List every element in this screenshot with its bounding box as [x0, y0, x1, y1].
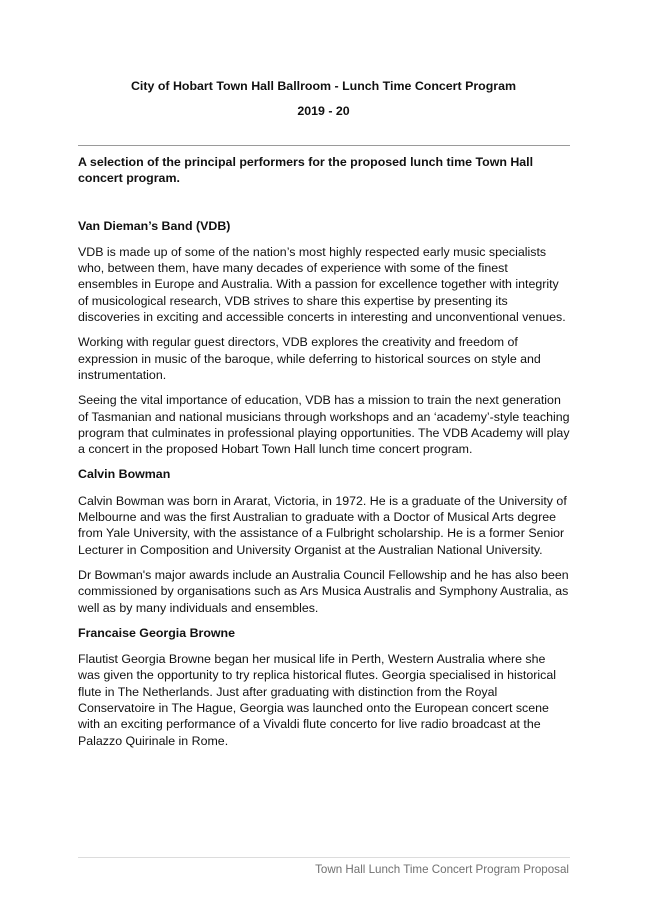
section-heading-bowman: Calvin Bowman [78, 467, 171, 482]
document-title: City of Hobart Town Hall Ballroom - Lunch Time Concert Program [130, 79, 517, 93]
footer-divider [78, 857, 570, 858]
intro-statement: A selection of the principal performers for the proposed lunch time Town Hall concert program. [78, 155, 534, 186]
document-body [78, 154, 570, 758]
section-heading-vdb: Van Dieman’s Band (VDB) [78, 218, 231, 233]
paragraph-vdb-1: VDB is made up of some of the nation’s most highly respected early music specialists who, between them, have many decades of experience with some of the finest ensembles in Europe and Australia. With a passion for excellence together with integrity of musicological research, VDB strives to share this expertise by presenting its discoveries in exciting and accessible concerts in interesting and unconventional venues. [78, 244, 566, 325]
paragraph-vdb-3: Seeing the vital importance of education, VDB has a mission to train the next generation of Tasmanian and national musicians through workshops and an ‘academy’-style teaching program that culminates in professional playing opportunities. The VDB Academy will play a concert in the proposed Hobart Town Hall lunch time concert program. [78, 393, 570, 457]
document-year: 2019 - 20 [297, 104, 350, 118]
section-bowman [78, 466, 570, 615]
section-heading-browne: Francaise Georgia Browne [78, 625, 236, 640]
header-divider [78, 145, 570, 146]
paragraph-browne-1: Flautist Georgia Browne began her musical life in Perth, Western Australia where she was given the opportunity to try replica historical flutes. Georgia specialised in historical flute in The Netherlands. Just after graduating with distinction from the Royal Conservatoire in The Hague, Georgia was launched onto the European concert scene with an exciting performance of a Vivaldi flute concerto for live radio broadcast at the Palazzo Quirinale in Rome. [78, 652, 556, 748]
paragraph-bowman-1: Calvin Bowman was born in Ararat, Victoria, in 1972. He is a graduate of the University of Melbourne and was the first Australian to graduate with a Doctor of Musical Arts degree from Yale University, with the assistance of a Fulbright scholarship. He is a former Senior Lecturer in Composition and University Organist at the Australian National University. [78, 493, 567, 557]
paragraph-bowman-2: Dr Bowman's major awards include an Australia Council Fellowship and he has also been commissioned by organisations such as Ars Musica Australis and Symphony Australia, as well as by many individuals and ensembles. [78, 567, 569, 615]
section-browne [78, 625, 570, 749]
section-vdb [78, 218, 570, 458]
paragraph-vdb-2: Working with regular guest directors, VDB explores the creativity and freedom of expression in music of the baroque, while deferring to historical sources on style and instrumentation. [78, 335, 541, 382]
page-footer: Town Hall Lunch Time Concert Program Proposal [315, 863, 569, 876]
